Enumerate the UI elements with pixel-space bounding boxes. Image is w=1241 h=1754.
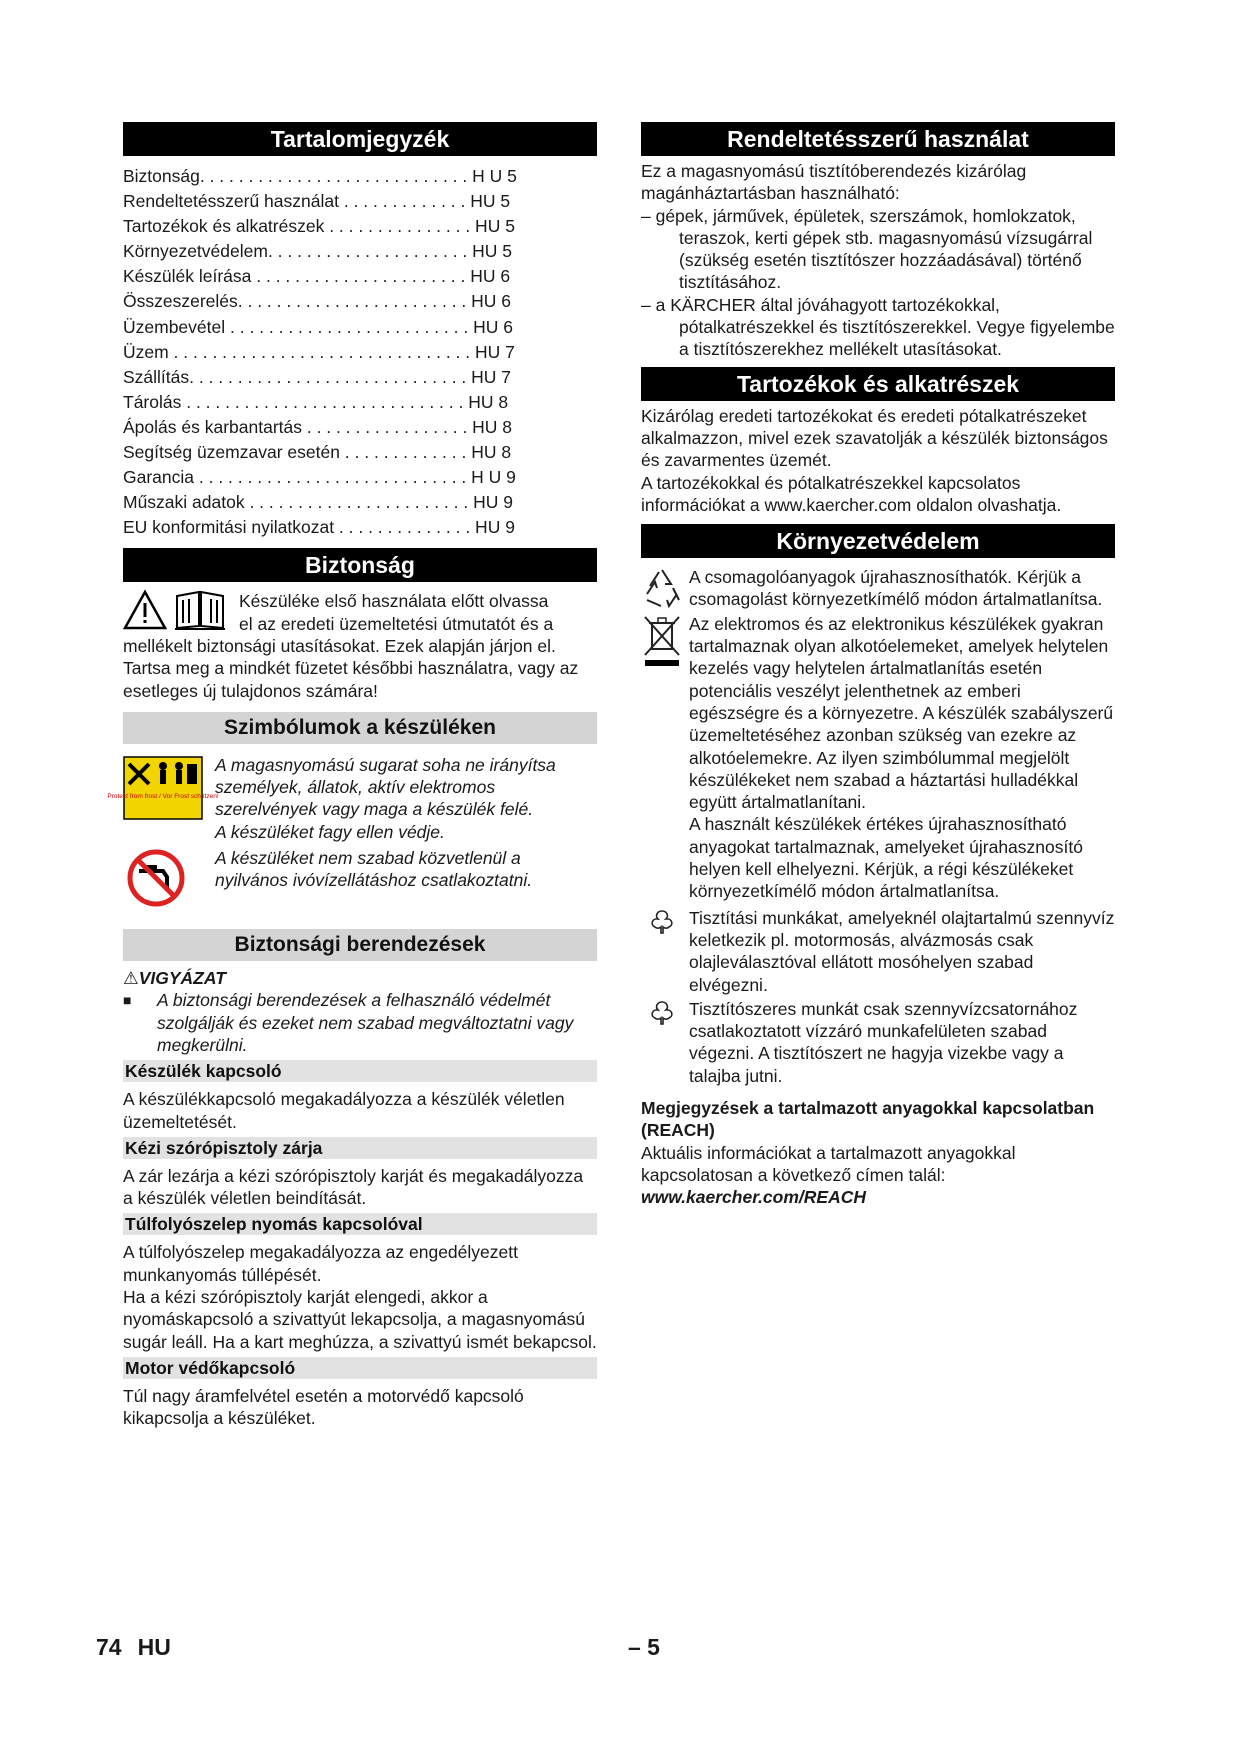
reach-title: Megjegyzések a tartalmazott anyagokkal kapcsolatban (REACH) <box>641 1097 1095 1141</box>
warning-label: VIGYÁZAT <box>138 968 226 989</box>
toc-item[interactable]: Rendeltetésszerű használat . . . . . . . . . . . . . HU 5 <box>123 191 511 212</box>
right-column <box>641 122 1115 1208</box>
biztonsag-line1: Készüléke első használata előtt olvassa <box>239 591 549 612</box>
accessories-section <box>641 405 1115 516</box>
toc-heading: Tartalomjegyzék <box>123 122 597 156</box>
symbols-item1: A magasnyomású sugarat soha ne irányítsa személyek, állatok, aktív elektromos szerelvények vagy maga a készülék felé. <box>215 754 556 820</box>
sign-text: Protect from frost / Vor Frost schützen! <box>107 792 219 800</box>
symbols-item2: A készüléket nem szabad közvetlenül a nyilvános ivóvízellátáshoz csatlakoztatni. <box>215 848 533 891</box>
usage-heading: Rendeltetésszerű használat <box>641 122 1115 156</box>
env-section <box>641 566 1115 1087</box>
sub1-text: A készülékkapcsoló megakadályozza a készülék véletlen üzemeltetését. <box>123 1089 565 1132</box>
env-weee2: A használt készülékek értékes újrahasznosítható anyagokat tartalmaznak, amelyeket újrahasznosító helyen kell elhelyezni. Kérjük, a régi készülékeket környezetkímélő módon ártalmatlanítsa. <box>689 814 1083 902</box>
toc-item[interactable]: Garancia . . . . . . . . . . . . . . . . . . . . . . . . . . . . H U 9 <box>123 467 516 488</box>
warning-text: A biztonsági berendezések a felhasználó védelmét szolgálják és ezeket nem szabad megváltoztatni vagy megkerülni. <box>157 990 574 1055</box>
sub2-title: Kézi szórópisztoly zárja <box>123 1137 597 1159</box>
footer-section-page: – 5 <box>628 1634 660 1660</box>
usage-section <box>641 160 1115 361</box>
toc-item[interactable]: Biztonság. . . . . . . . . . . . . . . . . . . . . . . . . . . . H U 5 <box>123 166 517 186</box>
page-number: 74 <box>96 1634 122 1660</box>
toc-item[interactable]: Műszaki adatok . . . . . . . . . . . . . . . . . . . . . . . HU 9 <box>123 492 513 513</box>
reach-url[interactable]: www.kaercher.com/REACH <box>641 1187 866 1208</box>
page-language: HU <box>137 1634 171 1660</box>
devices-heading: Biztonsági berendezések <box>123 929 597 961</box>
no-drinking-water-icon <box>125 847 191 909</box>
toc-item[interactable]: Tartozékok és alkatrészek . . . . . . . . . . . . . . . HU 5 <box>123 216 515 237</box>
usage-intro: Ez a magasnyomású tisztítóberendezés kizárólag magánháztartásban használható: <box>641 161 1027 204</box>
manual-book-icon <box>173 590 227 630</box>
toc-list <box>123 164 597 540</box>
toc-item[interactable]: Üzem . . . . . . . . . . . . . . . . . . . . . . . . . . . . . . . HU 7 <box>123 341 515 362</box>
sub3-text2: Ha a kézi szórópisztoly karját elengedi, akkor a nyomáskapcsoló a szivattyút lekapcsolja, a magasnyomású sugár leáll. Ha a kart meghúzza, a szivattyú ismét bekapcsol. <box>123 1287 597 1352</box>
weee-bin-icon <box>641 613 683 671</box>
toc-item[interactable]: Összeszerelés. . . . . . . . . . . . . . . . . . . . . . . . HU 6 <box>123 291 512 312</box>
reach-section <box>641 1097 1115 1208</box>
sub4-title: Motor védőkapcsoló <box>123 1357 597 1379</box>
usage-item2: – a KÄRCHER által jóváhagyott tartozékokkal, pótalkatrészekkel és tisztítószerekkel. Vegye figyelembe a tisztítószerekhez mellékelt utasításokat. <box>641 294 1115 360</box>
sub1-title: Készülék kapcsoló <box>123 1060 597 1082</box>
recycle-icon <box>641 566 683 610</box>
toc-item[interactable]: Készülék leírása . . . . . . . . . . . . . . . . . . . . . . HU 6 <box>123 266 511 287</box>
oil-hint-icon <box>641 907 683 937</box>
accessories-p1: Kizárólag eredeti tartozékokat és eredeti pótalkatrészeket alkalmazzon, mivel ezek szavatolják a készülék biztonságos és zavarmentes üzemét. <box>641 405 1108 471</box>
detergent-hint-icon <box>641 998 683 1028</box>
sub2-text: A zár lezárja a kézi szórópisztoly karját és megakadályozza a készülék véletlen beindítását. <box>123 1165 584 1209</box>
env-oil: Tisztítási munkákat, amelyeknél olajtartalmú szennyvíz keletkezik pl. motormosás, alvázmosás csak olajleválasztóval ellátott mosóhelyen szabad elvégezni. <box>689 907 1115 995</box>
warning-small-icon: ⚠ <box>123 968 139 989</box>
toc-item[interactable]: Környezetvédelem. . . . . . . . . . . . . . . . . . . . . HU 5 <box>123 241 513 262</box>
footer-page-info <box>96 1634 187 1661</box>
env-weee1: Az elektromos és az elektronikus készülékek gyakran tartalmaznak olyan alkotóelemeket, amelyek helytelen kezelés vagy helytelen ártalmatlanítás esetén potenciális veszélyt jelenthetnek az emberi egészségre és a környezetre. A készülék szabályszerű üzemeltetéséhez azonban szükség van ezekre az alkotóelemekre. Az ilyen szimbólummal megjelölt készülékeket nem szabad a háztartási hulladékkal együtt ártalmatlanítani. <box>689 613 1114 813</box>
square-bullet-icon: ■ <box>123 992 132 1009</box>
env-heading: Környezetvédelem <box>641 524 1115 558</box>
symbols-section <box>107 754 597 909</box>
env-detergent: Tisztítószeres munkát csak szennyvízcsatornához csatlakoztatott vízzáró munkafelületen szabad végezni. A tisztítószert ne hagyja vizekbe vagy a talajba jutni. <box>689 998 1078 1086</box>
usage-item1: – gépek, járművek, épületek, szerszámok, homlokzatok, teraszok, kerti gépek stb. magasnyomású vízsugárral (szükség esetén tisztítószer hozzáadásával) történő tisztításához. <box>641 205 1093 293</box>
toc-item[interactable]: Tárolás . . . . . . . . . . . . . . . . . . . . . . . . . . . . . HU 8 <box>123 391 509 412</box>
biztonsag-text: mellékelt biztonsági utasításokat. Ezek alapján járjon el. Tartsa meg a mindkét füzetet későbbi használatra, vagy az esetleges új tulajdonos számára! <box>123 636 579 701</box>
biztonsag-heading: Biztonság <box>123 548 597 582</box>
sub3-title: Túlfolyószelep nyomás kapcsolóval <box>123 1213 597 1235</box>
devices-section <box>123 967 597 1429</box>
symbols-heading: Szimbólumok a készüléken <box>123 712 597 744</box>
sub3-text1: A túlfolyószelep megakadályozza az engedélyezett munkanyomás túllépését. <box>123 1242 518 1285</box>
toc-item[interactable]: Segítség üzemzavar esetén . . . . . . . . . . . . . HU 8 <box>123 442 512 463</box>
env-recycle: A csomagolóanyagok újrahasznosíthatók. Kérjük a csomagolást környezetkímélő módon ártalmatlanítsa. <box>689 567 1103 610</box>
symbols-item1b: A készüléket fagy ellen védje. <box>215 821 445 842</box>
pressure-jet-warning-icon <box>107 756 219 820</box>
toc-item[interactable]: Szállítás. . . . . . . . . . . . . . . . . . . . . . . . . . . . . HU 7 <box>123 366 512 387</box>
toc-item[interactable]: EU konformitási nyilatkozat . . . . . . . . . . . . . . HU 9 <box>123 517 515 538</box>
accessories-heading: Tartozékok és alkatrészek <box>641 367 1115 401</box>
biztonsag-line2: el az eredeti üzemeltetési útmutatót és a <box>239 613 554 634</box>
reach-text: Aktuális információkat a tartalmazott anyagokkal kapcsolatosan a következő címen talál: <box>641 1142 1016 1185</box>
left-column <box>107 122 597 1430</box>
toc-item[interactable]: Ápolás és karbantartás . . . . . . . . . . . . . . . . . HU 8 <box>123 416 513 437</box>
sub4-text: Túl nagy áramfelvétel esetén a motorvédő kapcsoló kikapcsolja a készüléket. <box>123 1385 524 1429</box>
warning-triangle-icon <box>123 590 167 630</box>
toc-item[interactable]: Üzembevétel . . . . . . . . . . . . . . . . . . . . . . . . . HU 6 <box>123 316 513 337</box>
accessories-p2: A tartozékokkal és pótalkatrészekkel kapcsolatos információkat a www.kaercher.com oldalon olvashatja. <box>641 472 1062 515</box>
biztonsag-section <box>123 590 597 701</box>
